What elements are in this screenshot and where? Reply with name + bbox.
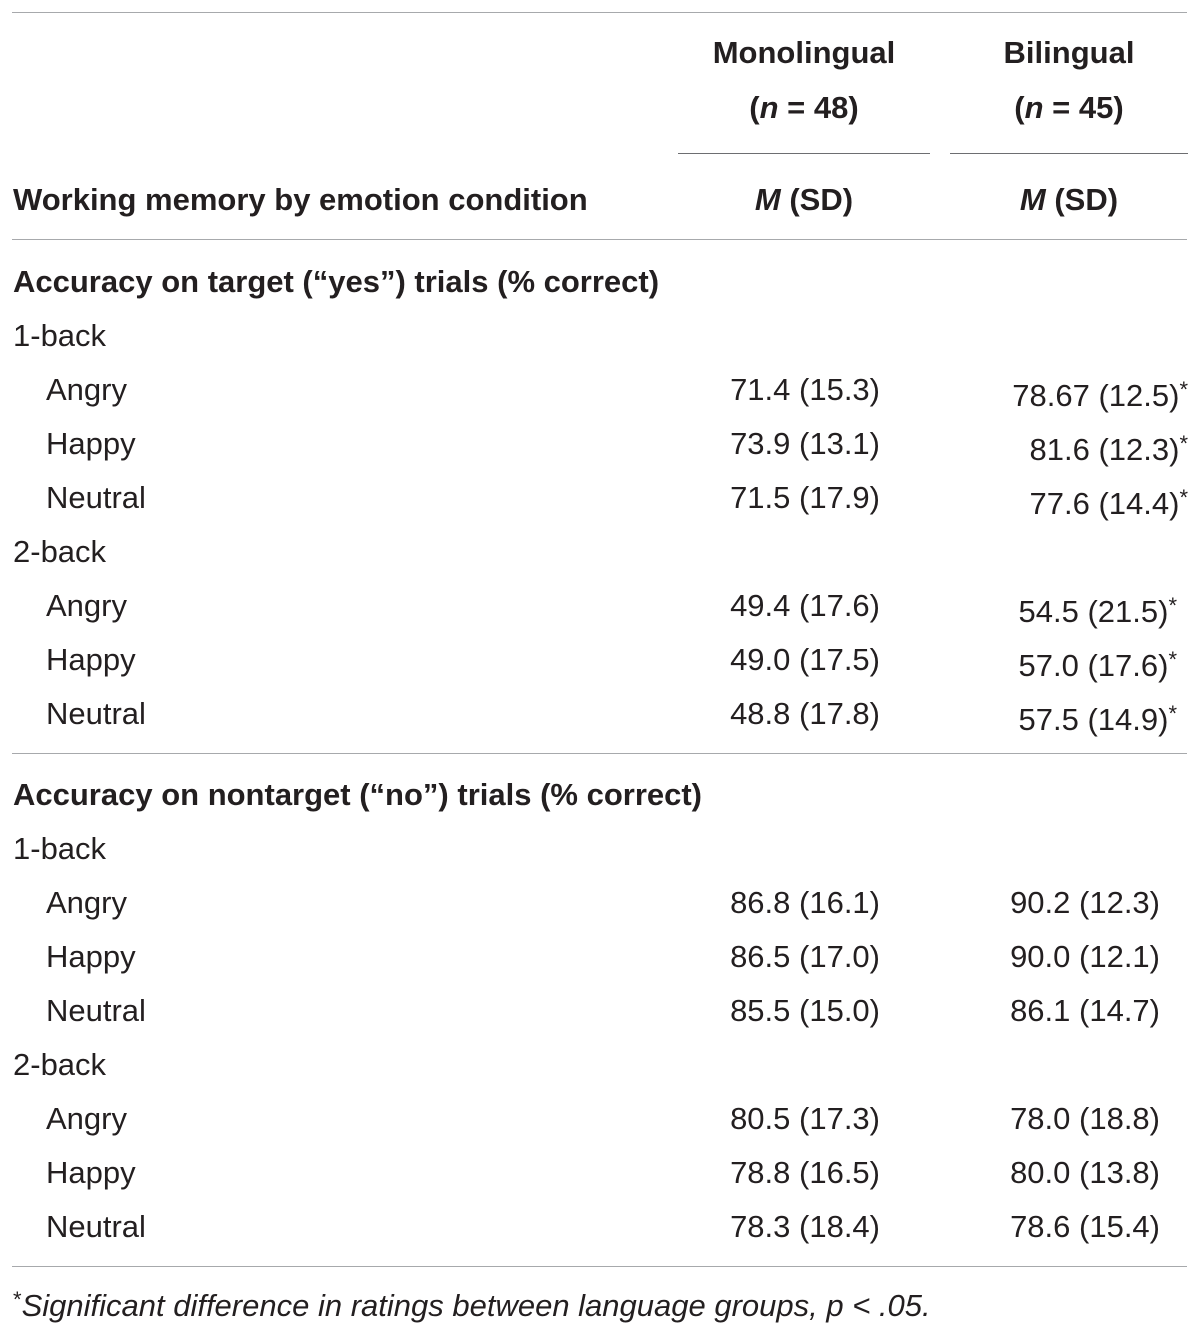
bilingual-value: 90.2 (12.3) — [1010, 885, 1160, 920]
section-rule — [12, 753, 1187, 754]
row-label: Happy — [46, 1155, 136, 1190]
monolingual-value: 73.9 (13.1) — [730, 426, 880, 461]
bilingual-value: 80.0 (13.8) — [1010, 1155, 1160, 1190]
bilingual-value: 86.1 (14.7) — [1010, 993, 1160, 1028]
row-label: Happy — [46, 426, 136, 461]
top-rule — [12, 12, 1187, 13]
bilingual-value: 57.0 (17.6)* — [1018, 647, 1177, 683]
bilingual-value: 57.5 (14.9)* — [1018, 701, 1177, 737]
significance-marker: * — [1168, 593, 1177, 618]
header-rule — [12, 239, 1187, 240]
significance-marker: * — [1168, 647, 1177, 672]
row-label: Neutral — [46, 696, 146, 731]
bilingual-value: 81.6 (12.3)* — [1029, 431, 1188, 467]
monolingual-value: 80.5 (17.3) — [730, 1101, 880, 1136]
bilingual-value: 77.6 (14.4)* — [1029, 485, 1188, 521]
monolingual-stat-header: M (SD) — [754, 182, 854, 217]
monolingual-header: Monolingual — [712, 35, 896, 70]
bilingual-value: 78.0 (18.8) — [1010, 1101, 1160, 1136]
footnote-marker: * — [13, 1287, 22, 1312]
row-label: Angry — [46, 885, 127, 920]
bilingual-value: 78.67 (12.5)* — [1012, 377, 1188, 413]
bilingual-value: 90.0 (12.1) — [1010, 939, 1160, 974]
significance-marker: * — [1179, 377, 1188, 402]
row-label: Neutral — [46, 480, 146, 515]
section-title: Accuracy on target (“yes”) trials (% correct) — [13, 264, 660, 299]
footnote — [13, 1280, 931, 1326]
footnote-text: Significant difference in ratings between language groups, p < .05. — [21, 1288, 931, 1323]
monolingual-value: 48.8 (17.8) — [730, 696, 880, 731]
row-label: Angry — [46, 372, 127, 407]
significance-marker: * — [1179, 431, 1188, 456]
bilingual-spanner-rule — [950, 153, 1188, 154]
group-label: 2-back — [13, 534, 107, 569]
row-label: Angry — [46, 588, 127, 623]
monolingual-value: 85.5 (15.0) — [730, 993, 880, 1028]
monolingual-value: 86.8 (16.1) — [730, 885, 880, 920]
bilingual-stat-header: M (SD) — [1019, 182, 1119, 217]
row-label: Neutral — [46, 1209, 146, 1244]
row-label-header: Working memory by emotion condition — [13, 182, 588, 217]
row-label: Neutral — [46, 993, 146, 1028]
group-label: 1-back — [13, 318, 107, 353]
monolingual-value: 71.5 (17.9) — [730, 480, 880, 515]
monolingual-value: 78.8 (16.5) — [730, 1155, 880, 1190]
group-label: 1-back — [13, 831, 107, 866]
monolingual-value: 71.4 (15.3) — [730, 372, 880, 407]
row-label: Happy — [46, 939, 136, 974]
bottom-rule — [12, 1266, 1187, 1267]
bilingual-value: 78.6 (15.4) — [1010, 1209, 1160, 1244]
row-label: Happy — [46, 642, 136, 677]
monolingual-value: 86.5 (17.0) — [730, 939, 880, 974]
bilingual-header: Bilingual — [1003, 35, 1135, 70]
monolingual-value: 49.0 (17.5) — [730, 642, 880, 677]
monolingual-spanner-rule — [678, 153, 930, 154]
bilingual-n: (n = 45) — [1014, 90, 1124, 125]
monolingual-n: (n = 48) — [749, 90, 859, 125]
monolingual-value: 49.4 (17.6) — [730, 588, 880, 623]
section-title: Accuracy on nontarget (“no”) trials (% correct) — [13, 777, 703, 812]
significance-marker: * — [1168, 701, 1177, 726]
monolingual-value: 78.3 (18.4) — [730, 1209, 880, 1244]
significance-marker: * — [1179, 485, 1188, 510]
bilingual-value: 54.5 (21.5)* — [1018, 593, 1177, 629]
group-label: 2-back — [13, 1047, 107, 1082]
row-label: Angry — [46, 1101, 127, 1136]
